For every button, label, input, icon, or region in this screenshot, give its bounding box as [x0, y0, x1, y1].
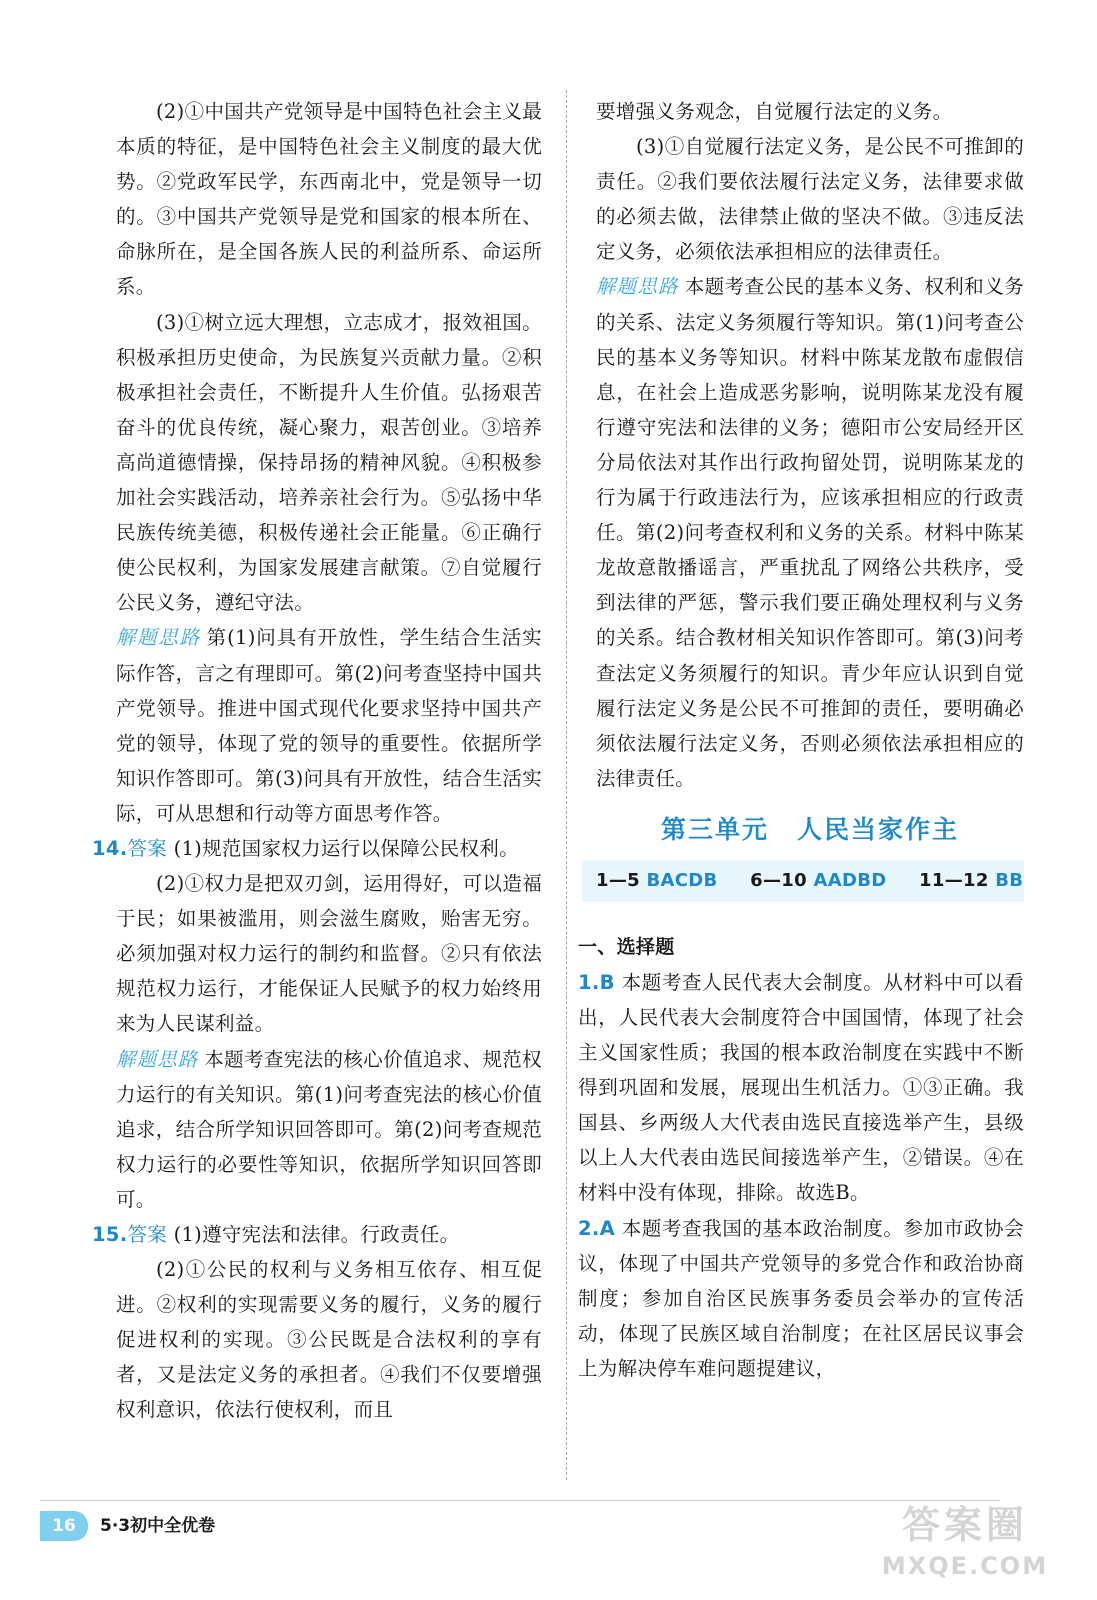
analysis-text: 本题考查公民的基本义务、权利和义务的关系、法定义务须履行等知识。第(1)问考查公民的基本义务等知识。材料中陈某龙散布虚假信息，在社会上造成恶劣影响，说明陈某龙没有履行遵守宪法和法律的义务；德阳市公安局经开区分局依法对其作出行政拘留处罚，说明陈某龙的行为属于行政违法行为，应该承担相应的行政责任。第(2)问考查权利和义务的关系。材料中陈某龙故意散播谣言，严重扰乱了网络公共秩序，受到法律的严惩，警示我们要正确处理权利与义务的关系。结合教材相关知识作答即可。第(3)问考查法定义务须履行的知识。青少年应认识到自觉履行法定义务是公民不可推卸的责任，要明确必须依法履行法定义务，否则必须依法承担相应的法律责任。 [596, 275, 1024, 790]
analysis-label: 解题思路 [116, 626, 201, 650]
answer-keys: BB [995, 869, 1024, 891]
watermark-url: MXQE.COM [881, 1552, 1049, 1580]
unit-number: 第三单元 [660, 814, 769, 844]
section-heading: 一、选择题 [578, 935, 675, 958]
q14-part2-answer: (2)①权力是把双刃剑，运用得好，可以造福于民；如果被滥用，则会滋生腐败，贻害无穷。必须加强对权力运行的制约和监督。②只有依法规范权力运行，才能保证人民赋予的权力始终用来为人民谋利益。 [116, 872, 542, 1036]
mc-question-1 [578, 965, 1024, 1211]
right-column [578, 94, 1024, 1386]
analysis-text: 本题考查宪法的核心价值追求、规范权力运行的有关知识。第(1)问考查宪法的核心价值追求，结合所学知识回答即可。第(2)问考查规范权力运行的必要性等知识，依据所学知识回答即可。 [116, 1047, 542, 1211]
question-number: 2.A [578, 1216, 615, 1240]
question-number: 1.B [578, 970, 615, 994]
answer-range: 11—12 [919, 869, 989, 891]
answer-keys: AADBD [813, 869, 887, 891]
left-column [92, 94, 542, 1428]
answer-range: 1—5 [596, 869, 640, 891]
unit-name: 人民当家作主 [797, 814, 960, 844]
unit-title [596, 810, 1024, 850]
q13-part3-answer: (3)①树立远大理想，立志成才，报效祖国。积极承担历史使命，为民族复兴贡献力量。②积极承担社会责任，不断提升人生价值。弘扬艰苦奋斗的优良传统，凝心聚力，艰苦创业。③培养高尚道德情操，保持昂扬的精神风貌。④积极参加社会实践活动，培养亲社会行为。⑤弘扬中华民族传统美德，积极传递社会正能量。⑥正确行使公民权利，为国家发展建言献策。⑦自觉履行公民义务，遵纪守法。 [116, 310, 542, 615]
analysis-label: 解题思路 [596, 275, 679, 299]
book-title: 5·3初中全优卷 [100, 1516, 216, 1536]
q13-part2-answer: (2)①中国共产党领导是中国特色社会主义最本质的特征，是中国特色社会主义制度的最大优势。②党政军民学，东西南北中，党是领导一切的。③中国共产党领导是党和国家的根本所在、命脉所在，是全国各族人民的利益所系、命运所系。 [116, 100, 542, 299]
watermark-text: 答案圈 [901, 1503, 1028, 1547]
answer-keys: BACDB [646, 869, 718, 891]
page-number: 16 [40, 1511, 88, 1541]
q14-answer [92, 831, 542, 866]
q15-part2-answer: (2)①公民的权利与义务相互依存、相互促进。②权利的实现需要义务的履行，义务的履行促进权利的实现。③公民既是合法权利的享有者，又是法定义务的承担者。④我们不仅要增强权利意识，依法行使权利，而且 [116, 1258, 542, 1422]
mc-question-2 [578, 1211, 1024, 1386]
q15-part2-continued: 要增强义务观念，自觉履行法定的义务。 [596, 100, 953, 123]
q15-part3-answer: (3)①自觉履行法定义务，是公民不可推卸的责任。②我们要依法履行法定义务，法律要求做的必须去做，法律禁止做的坚决不做。③违反法定义务，必须依法承担相应的法律责任。 [596, 135, 1024, 264]
question-number: 15. [92, 1223, 128, 1246]
q13-analysis [116, 620, 542, 831]
column-divider [566, 90, 567, 1480]
q15-answer [92, 1217, 542, 1252]
q15-analysis [596, 269, 1024, 795]
q14-analysis [116, 1042, 542, 1217]
answer-label: 答案 [127, 1223, 168, 1246]
question-explanation: 本题考查人民代表大会制度。从材料中可以看出，人民代表大会制度符合中国国情，体现了社会主义国家性质；我国的根本政治制度在实践中不断得到巩固和发展，展现出生机活力。①③正确。我国县、乡两级人大代表由选民直接选举产生，县级以上人大代表由选民间接选举产生，②错误。④在材料中没有体现，排除。故选B。 [578, 970, 1024, 1205]
question-number: 14. [92, 836, 128, 860]
q14-part1-answer: (1)规范国家权力运行以保障公民权利。 [173, 836, 519, 860]
watermark-logo [880, 1500, 1050, 1590]
answer-label: 答案 [127, 836, 168, 860]
analysis-label: 解题思路 [116, 1047, 199, 1071]
q15-part1-answer: (1)遵守宪法和法律。行政责任。 [173, 1223, 460, 1246]
answer-range: 6—10 [750, 869, 807, 891]
question-explanation: 本题考查我国的基本政治制度。参加市政协会议，体现了中国共产党领导的多党合作和政治协商制度；参加自治区民族事务委员会举办的宣传活动，体现了民族区域自治制度；在社区居民议事会上为解决停车难问题提建议， [578, 1216, 1024, 1380]
analysis-text: 第(1)问具有开放性，学生结合生活实际作答，言之有理即可。第(2)问考查坚持中国共产党领导。推进中国式现代化要求坚持中国共产党的领导，体现了党的领导的重要性。依据所学知识作答即可。第(3)问具有开放性，结合生活实际，可从思想和行动等方面思考作答。 [116, 626, 542, 825]
answer-key-bar [582, 860, 1024, 902]
footer-rule [40, 1500, 1000, 1501]
